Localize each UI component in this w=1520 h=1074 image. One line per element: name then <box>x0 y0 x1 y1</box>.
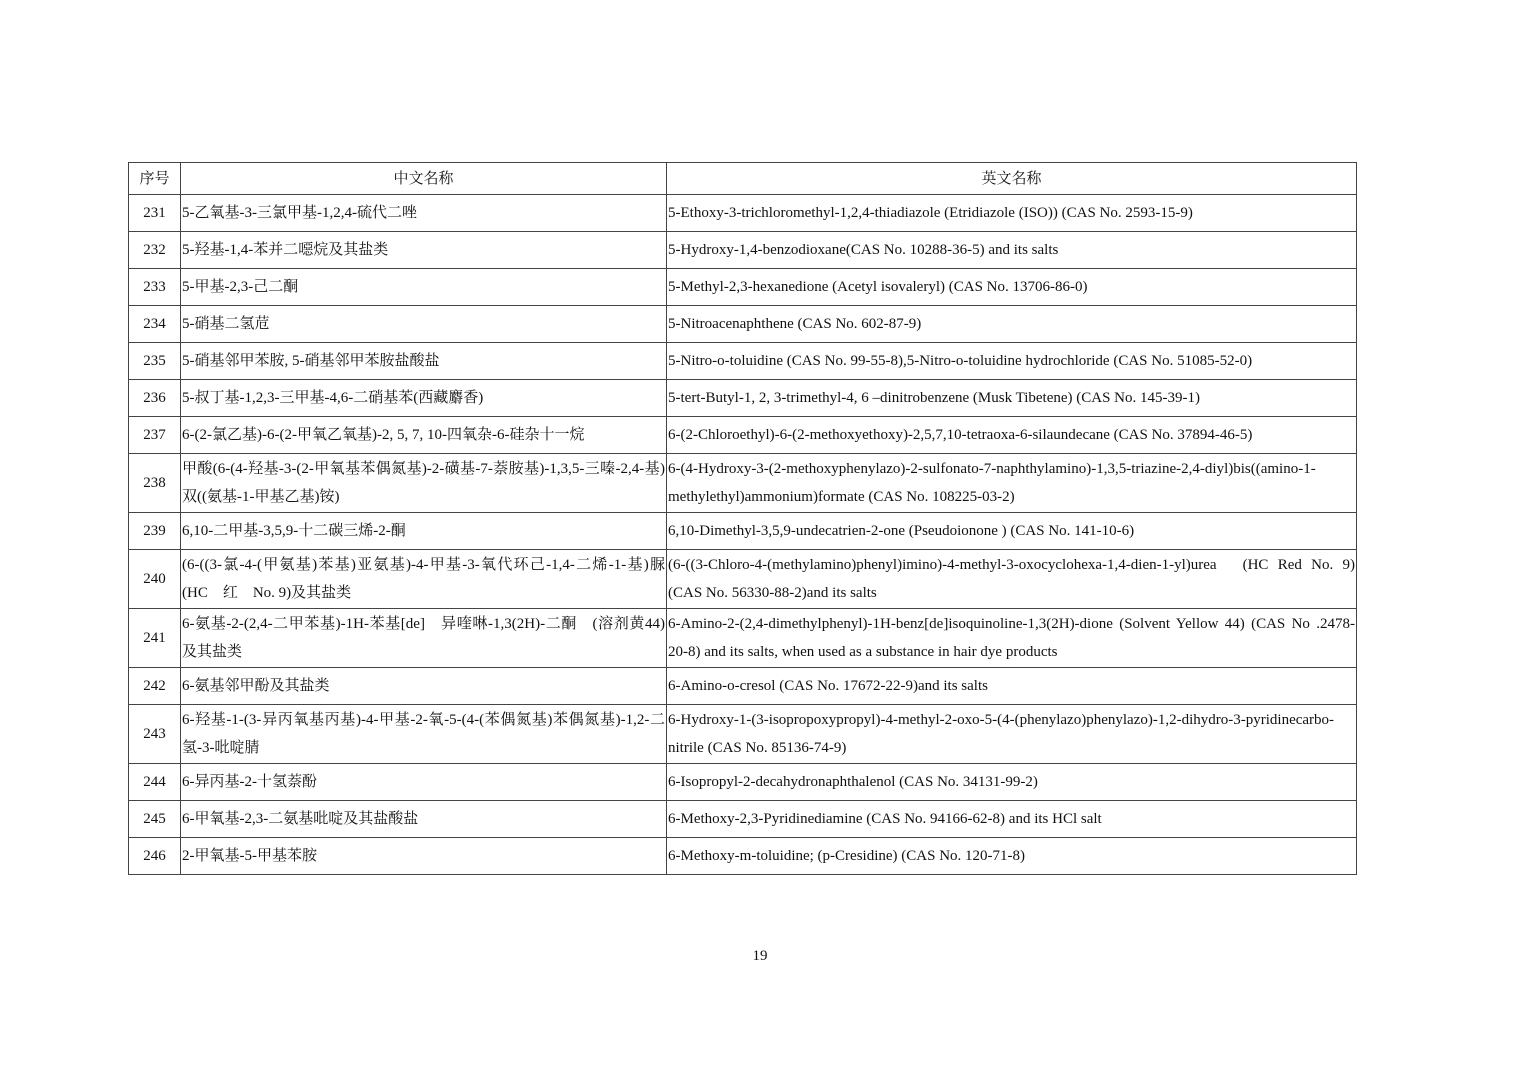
row-number: 245 <box>129 801 181 838</box>
row-number: 244 <box>129 764 181 801</box>
chinese-name-cell: 6-(2-氯乙基)-6-(2-甲氧乙氧基)-2, 5, 7, 10-四氧杂-6-硅杂十一烷 <box>181 417 667 454</box>
table-row <box>129 306 1357 343</box>
chinese-name-cell: 6,10-二甲基-3,5,9-十二碳三烯-2-酮 <box>181 513 667 550</box>
row-number: 231 <box>129 195 181 232</box>
row-number: 233 <box>129 269 181 306</box>
english-name-cell: 6-(4-Hydroxy-3-(2-methoxyphenylazo)-2-sulfonato-7-naphthylamino)-1,3,5-triazine-2,4-diyl)bis((amino-1-methylethyl)ammonium)formate (CAS No. 108225-03-2) <box>667 454 1357 513</box>
english-name-cell: 6-Isopropyl-2-decahydronaphthalenol (CAS No. 34131-99-2) <box>667 764 1357 801</box>
english-name-cell: 6-Methoxy-m-toluidine; (p-Cresidine) (CAS No. 120-71-8) <box>667 838 1357 875</box>
english-name-cell: 5-Nitro-o-toluidine (CAS No. 99-55-8),5-Nitro-o-toluidine hydrochloride (CAS No. 51085-52-0) <box>667 343 1357 380</box>
english-name-cell: 6-Amino-o-cresol (CAS No. 17672-22-9)and its salts <box>667 668 1357 705</box>
chinese-name-cell: 6-氨基邻甲酚及其盐类 <box>181 668 667 705</box>
row-number: 238 <box>129 454 181 513</box>
row-number: 241 <box>129 609 181 668</box>
chinese-name-cell: 5-乙氧基-3-三氯甲基-1,2,4-硫代二唑 <box>181 195 667 232</box>
chinese-name-cell: 6-甲氧基-2,3-二氨基吡啶及其盐酸盐 <box>181 801 667 838</box>
table-header-row <box>129 163 1357 195</box>
english-name-cell: 6-Hydroxy-1-(3-isopropoxypropyl)-4-methyl-2-oxo-5-(4-(phenylazo)phenylazo)-1,2-dihydro-3-pyridinecarbo-nitrile (CAS No. 85136-74-9) <box>667 705 1357 764</box>
chinese-name-cell: (6-((3-氯-4-(甲氨基)苯基)亚氨基)-4-甲基-3-氧代环己-1,4-二烯-1-基)脲 (HC 红 No. 9)及其盐类 <box>181 550 667 609</box>
row-number: 240 <box>129 550 181 609</box>
table-row <box>129 764 1357 801</box>
page-number: 19 <box>752 948 768 964</box>
table-row <box>129 550 1357 609</box>
table-row <box>129 380 1357 417</box>
table-row <box>129 269 1357 306</box>
table-row <box>129 668 1357 705</box>
chinese-name-cell: 2-甲氧基-5-甲基苯胺 <box>181 838 667 875</box>
table-row <box>129 417 1357 454</box>
table-row <box>129 705 1357 764</box>
english-name-cell: 6-Methoxy-2,3-Pyridinediamine (CAS No. 94166-62-8) and its HCl salt <box>667 801 1357 838</box>
english-name-cell: 5-tert-Butyl-1, 2, 3-trimethyl-4, 6 –dinitrobenzene (Musk Tibetene) (CAS No. 145-39-1) <box>667 380 1357 417</box>
english-name-cell: 6-Amino-2-(2,4-dimethylphenyl)-1H-benz[de]isoquinoline-1,3(2H)-dione (Solvent Yellow 44) (CAS No .2478-20-8) and its salts, when used as a substance in hair dye products <box>667 609 1357 668</box>
table-row <box>129 838 1357 875</box>
table-row <box>129 454 1357 513</box>
row-number: 243 <box>129 705 181 764</box>
english-name-cell: 5-Hydroxy-1,4-benzodioxane(CAS No. 10288-36-5) and its salts <box>667 232 1357 269</box>
english-name-cell: 5-Methyl-2,3-hexanedione (Acetyl isovaleryl) (CAS No. 13706-86-0) <box>667 269 1357 306</box>
chinese-name-cell: 5-羟基-1,4-苯并二噁烷及其盐类 <box>181 232 667 269</box>
table-row <box>129 195 1357 232</box>
header-chinese-name: 中文名称 <box>181 163 667 195</box>
row-number: 237 <box>129 417 181 454</box>
chinese-name-cell: 6-氨基-2-(2,4-二甲苯基)-1H-苯基[de] 异喹啉-1,3(2H)-二酮 (溶剂黄44) 及其盐类 <box>181 609 667 668</box>
row-number: 235 <box>129 343 181 380</box>
substance-table <box>128 162 1357 875</box>
english-name-cell: 5-Nitroacenaphthene (CAS No. 602-87-9) <box>667 306 1357 343</box>
chinese-name-cell: 5-甲基-2,3-己二酮 <box>181 269 667 306</box>
row-number: 239 <box>129 513 181 550</box>
row-number: 236 <box>129 380 181 417</box>
row-number: 234 <box>129 306 181 343</box>
row-number: 242 <box>129 668 181 705</box>
table-row <box>129 609 1357 668</box>
header-english-name: 英文名称 <box>667 163 1357 195</box>
chinese-name-cell: 5-硝基邻甲苯胺, 5-硝基邻甲苯胺盐酸盐 <box>181 343 667 380</box>
chinese-name-cell: 甲酸(6-(4-羟基-3-(2-甲氧基苯偶氮基)-2-磺基-7-萘胺基)-1,3,5-三嗪-2,4-基)双((氨基-1-甲基乙基)铵) <box>181 454 667 513</box>
english-name-cell: (6-((3-Chloro-4-(methylamino)phenyl)imino)-4-methyl-3-oxocyclohexa-1,4-dien-1-yl)urea (HC Red No. 9) (CAS No. 56330-88-2)and its salts <box>667 550 1357 609</box>
row-number: 232 <box>129 232 181 269</box>
english-name-cell: 6-(2-Chloroethyl)-6-(2-methoxyethoxy)-2,5,7,10-tetraoxa-6-silaundecane (CAS No. 37894-46-5) <box>667 417 1357 454</box>
chinese-name-cell: 5-叔丁基-1,2,3-三甲基-4,6-二硝基苯(西藏麝香) <box>181 380 667 417</box>
chinese-name-cell: 6-羟基-1-(3-异丙氧基丙基)-4-甲基-2-氧-5-(4-(苯偶氮基)苯偶氮基)-1,2-二氢-3-吡啶腈 <box>181 705 667 764</box>
english-name-cell: 5-Ethoxy-3-trichloromethyl-1,2,4-thiadiazole (Etridiazole (ISO)) (CAS No. 2593-15-9) <box>667 195 1357 232</box>
english-name-cell: 6,10-Dimethyl-3,5,9-undecatrien-2-one (Pseudoionone ) (CAS No. 141-10-6) <box>667 513 1357 550</box>
chinese-name-cell: 6-异丙基-2-十氢萘酚 <box>181 764 667 801</box>
table-row <box>129 343 1357 380</box>
table-row <box>129 513 1357 550</box>
row-number: 246 <box>129 838 181 875</box>
header-serial-number: 序号 <box>129 163 181 195</box>
chinese-name-cell: 5-硝基二氢苊 <box>181 306 667 343</box>
table-row <box>129 801 1357 838</box>
table-row <box>129 232 1357 269</box>
